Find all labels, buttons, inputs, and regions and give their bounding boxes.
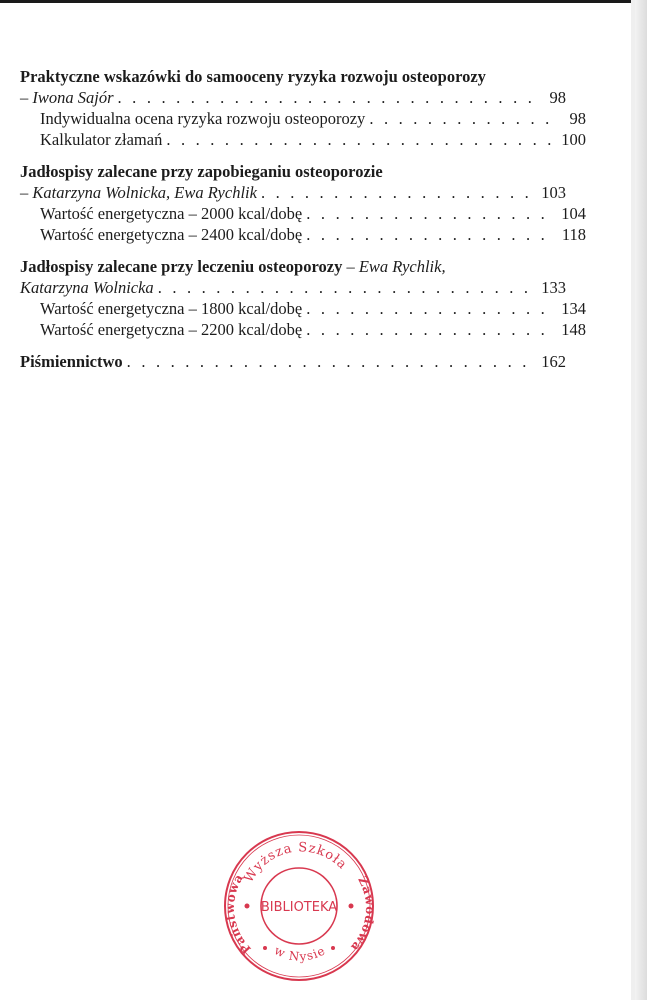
toc-subitem-label: Indywidualna ocena ryzyka rozwoju osteoporozy: [40, 109, 366, 128]
dot-leader: [306, 298, 554, 319]
toc-subitem-label: Wartość energetyczna – 2200 kcal/dobę: [40, 320, 303, 339]
toc-section-1: [20, 66, 586, 150]
toc-author: Katarzyna Wolnicka: [20, 278, 154, 297]
toc-subitem[interactable]: [20, 298, 586, 319]
stamp-dot: [263, 946, 267, 950]
table-of-contents: [20, 66, 586, 383]
page-edge: [635, 0, 647, 1000]
dot-leader: [158, 277, 534, 298]
stamp-text-bottom: w Nysie: [272, 943, 328, 964]
toc-subitem-label: Wartość energetyczna – 2000 kcal/dobę: [40, 204, 303, 223]
toc-page-number: 133: [541, 278, 566, 297]
stamp-dot: [349, 904, 354, 909]
toc-section-line[interactable]: [20, 351, 566, 372]
toc-section-3: [20, 256, 586, 340]
toc-section-title: Praktyczne wskazówki do samooceny ryzyka rozwoju osteoporozy: [20, 67, 486, 86]
toc-author-inline: – Ewa Rychlik,: [346, 257, 446, 276]
toc-page-number: 148: [561, 320, 586, 339]
dot-leader: [118, 87, 534, 108]
toc-author-line[interactable]: [20, 87, 566, 108]
dot-leader: [127, 351, 534, 372]
toc-author: – Katarzyna Wolnicka, Ewa Rychlik: [20, 183, 257, 202]
toc-page-number: 98: [549, 88, 566, 107]
stamp-text-right: Zawodowa: [347, 874, 377, 955]
toc-section-title-line: [20, 256, 566, 277]
toc-subitem[interactable]: [20, 224, 586, 245]
toc-section-title: Jadłospisy zalecane przy zapobieganiu osteoporozie: [20, 162, 383, 181]
toc-page-number: 118: [561, 225, 586, 244]
stamp-dot: [331, 946, 335, 950]
toc-subitem[interactable]: [20, 129, 586, 150]
toc-author: – Iwona Sajór: [20, 88, 114, 107]
top-edge: [0, 0, 647, 3]
toc-subitem-label: Kalkulator złamań: [40, 130, 163, 149]
toc-section-2: [20, 161, 586, 245]
toc-subitem[interactable]: [20, 203, 586, 224]
dot-leader: [261, 182, 534, 203]
stamp-text-left: Państwowa: [223, 871, 254, 957]
dot-leader: [369, 108, 554, 129]
toc-subitem-label: Wartość energetyczna – 2400 kcal/dobę: [40, 225, 303, 244]
dot-leader: [306, 224, 554, 245]
toc-section-4: [20, 351, 566, 372]
toc-section-title: Jadłospisy zalecane przy leczeniu osteoporozy: [20, 257, 343, 276]
toc-page-number: 98: [569, 109, 586, 128]
toc-subitem[interactable]: [20, 319, 586, 340]
dot-leader: [306, 319, 554, 340]
dot-leader: [166, 129, 554, 150]
toc-page-number: 162: [541, 352, 566, 371]
dot-leader: [306, 203, 554, 224]
toc-page-number: 104: [561, 204, 586, 223]
library-stamp: [221, 828, 377, 984]
toc-page-number: 103: [541, 183, 566, 202]
toc-subitem-label: Wartość energetyczna – 1800 kcal/dobę: [40, 299, 303, 318]
toc-section-title: Piśmiennictwo: [20, 352, 123, 371]
stamp-text-top: Wyższa Szkoła: [241, 840, 351, 886]
stamp-dot: [245, 904, 250, 909]
stamp-center-text: BIBLIOTEKA: [260, 900, 338, 915]
toc-subitem[interactable]: [20, 108, 586, 129]
toc-page-number: 134: [561, 299, 586, 318]
toc-page-number: 100: [561, 130, 586, 149]
toc-author-line[interactable]: [20, 182, 566, 203]
toc-author-line[interactable]: [20, 277, 566, 298]
